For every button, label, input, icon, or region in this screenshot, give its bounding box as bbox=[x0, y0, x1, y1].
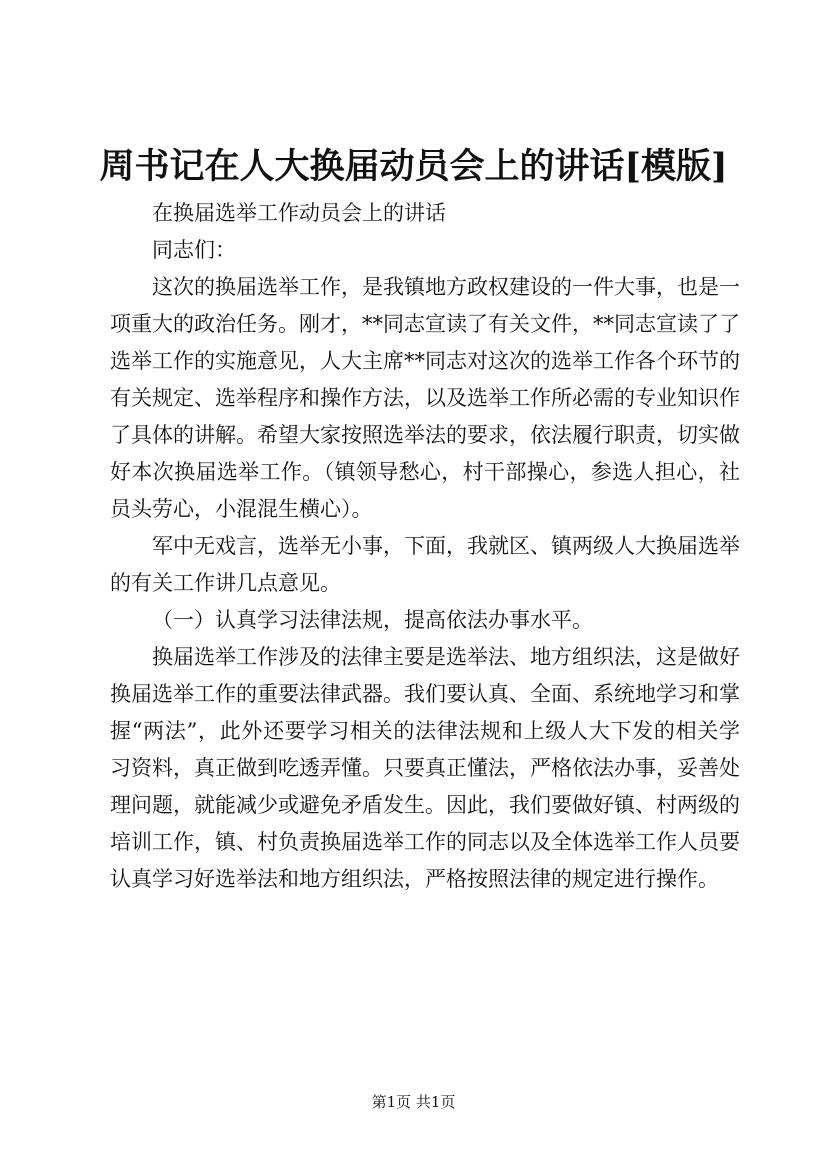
page-footer: 第1页 共1页 bbox=[371, 1093, 456, 1111]
paragraph-subtitle: 在换届选举工作动员会上的讲话 bbox=[152, 201, 446, 225]
paragraph-section-heading: （一）认真学习法律法规，提高依法办事水平。 bbox=[152, 608, 593, 632]
paragraph-section-body: 换届选举工作涉及的法律主要是选举法、地方组织法，这是做好换届选举工作的重要法律武器。我们要认真、全面、系统地学习和掌握“两法”，此外还要学习相关的法律法规和上级人大下发的相关学习资料，真正做到吃透弄懂。只要真正懂法，严格依法办事，妥善处理问题，就能减少或避免矛盾发生。因此，我们要做好镇、村两级的培训工作，镇、村负责换届选举工作的同志以及全体选举工作人员要认真学习好选举法和地方组织法，严格按照法律的规定进行操作。 bbox=[110, 645, 740, 891]
paragraph-salutation: 同志们： bbox=[152, 238, 236, 262]
document-body bbox=[110, 195, 740, 898]
paragraph-transition: 军中无戏言，选举无小事，下面，我就区、镇两级人大换届选举的有关工作讲几点意见。 bbox=[110, 534, 740, 595]
document-title: 周书记在人大换届动员会上的讲话[模版] bbox=[99, 146, 728, 187]
paragraph-intro: 这次的换届选举工作，是我镇地方政权建设的一件大事，也是一项重大的政治任务。刚才，**同志宣读了有关文件，**同志宣读了了选举工作的实施意见，人大主席**同志对这次的选举工作各个环节的有关规定、选举程序和操作方法，以及选举工作所必需的专业知识作了具体的讲解。希望大家按照选举法的要求，依法履行职责，切实做好本次换届选举工作。（镇领导愁心，村干部操心，参选人担心，社员头劳心，小混混生横心）。 bbox=[110, 275, 740, 521]
